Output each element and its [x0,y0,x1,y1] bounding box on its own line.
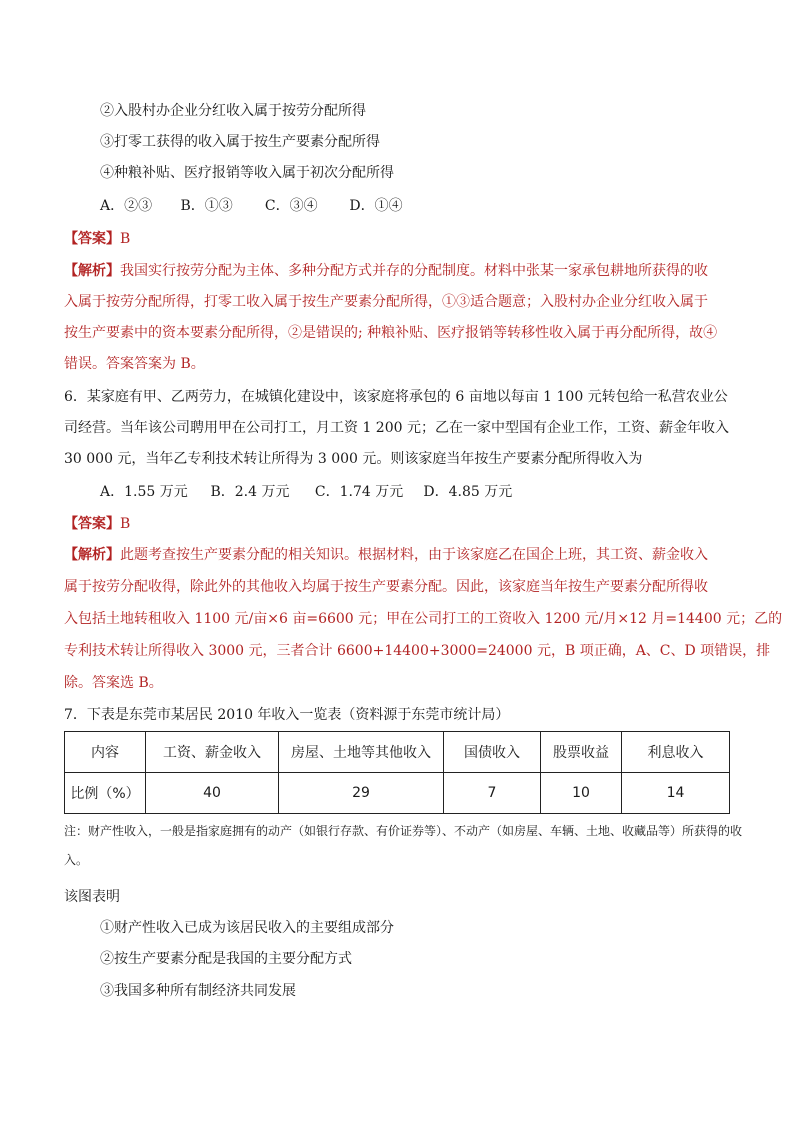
q6-choices-row [100,482,512,502]
q6-analysis-line-3: 入包括土地转租收入 1100 元/亩×6 亩=6600 元；甲在公司打工的工资收入 1200 元/月×12 月=14400 元；乙的 [64,611,783,627]
table-header-cell: 工资、薪金收入 [146,732,279,773]
q6-answer-block [64,514,130,534]
analysis-text: 我国实行按劳分配为主体、多种分配方式并存的分配制度。材料中张某一家承包耕地所获得的收 [120,263,708,279]
choice-b: B．①③ [180,198,233,214]
q7-item-3: ③我国多种所有制经济共同发展 [100,983,296,999]
q7-shows: 该图表明 [64,889,120,905]
answer-value: B [120,231,131,247]
analysis-line-2: 入属于按劳分配所得，打零工收入属于按生产要素分配所得，①③适合题意；入股村办企业分红收入属于 [64,294,708,310]
table-header-cell: 国债收入 [444,732,541,773]
q6-line-2: 司经营。当年该公司聘用甲在公司打工，月工资 1 200 元；乙在一家中型国有企业工作，工资、薪金年收入 [64,420,729,436]
q6-choice-b: B．2.4 万元 [210,484,290,500]
q6-analysis-line-2: 属于按劳分配收得，除此外的其他收入均属于按生产要素分配。因此，该家庭当年按生产要素分配所得收 [64,579,708,595]
table-header-cell: 房屋、土地等其他收入 [279,732,444,773]
q6-analysis-text: 此题考查按生产要素分配的相关知识。根据材料，由于该家庭乙在国企上班，其工资、薪金收入 [120,547,708,563]
table-cell: 14 [622,773,730,814]
answer-block [64,229,130,249]
q6-analysis-line-5: 除。答案选 B。 [64,675,163,691]
q7-item-2: ②按生产要素分配是我国的主要分配方式 [100,951,352,967]
q6-analysis-line-1 [64,545,708,565]
choices-row [100,196,403,216]
option-4: ④种粮补贴、医疗报销等收入属于初次分配所得 [100,165,394,181]
option-2: ②入股村办企业分红收入属于按劳分配所得 [100,103,366,119]
table-header-cell: 利息收入 [622,732,730,773]
answer-label: 【答案】 [64,231,120,247]
choice-d: D．①④ [349,198,403,214]
analysis-label: 【解析】 [64,263,120,279]
q6-choice-a: A．1.55 万元 [100,484,188,500]
q6-line-3: 30 000 元，当年乙专利技术转让所得为 3 000 元。则该家庭当年按生产要素分配所得收入为 [64,451,643,467]
q7-item-1: ①财产性收入已成为该居民收入的主要组成部分 [100,920,394,936]
q6-analysis-line-4: 专利技术转让所得收入 3000 元，三者合计 6600+14400+3000=24000 元，B 项正确，A、C、D 项错误，排 [64,643,771,659]
q6-line-1: 6．某家庭有甲、乙两劳力，在城镇化建设中，该家庭将承包的 6 亩地以每亩 1 100 元转包给一私营农业公 [64,389,728,405]
table-cell: 10 [541,773,622,814]
table-cell: 29 [279,773,444,814]
analysis-line-4: 错误。答案答案为 B。 [64,356,205,372]
table-cell: 比例（%） [65,773,146,814]
table-cell: 40 [146,773,279,814]
income-table [64,731,730,814]
table-row [65,773,730,814]
analysis-line-1 [64,261,708,281]
choice-a: A．②③ [100,198,153,214]
table-header-row [65,732,730,773]
analysis-line-3: 按生产要素中的资本要素分配所得，②是错误的; 种粮补贴、医疗报销等转移性收入属于再分配所得，故④ [64,325,718,341]
q6-analysis-label: 【解析】 [64,547,120,563]
table-header-cell: 内容 [65,732,146,773]
q6-answer-label: 【答案】 [64,516,120,532]
q7-stem: 7．下表是东莞市某居民 2010 年收入一览表（资料源于东莞市统计局） [64,707,510,723]
table-header-cell: 股票收益 [541,732,622,773]
q6-choice-c: C．1.74 万元 [314,484,404,500]
choice-c: C．③④ [264,198,318,214]
q6-answer-value: B [120,516,131,532]
table-note: 注：财产性收入，一般是指家庭拥有的动产（如银行存款、有价证券等）、不动产（如房屋、车辆、土地、收藏品等）所获得的收入。 [64,824,743,867]
option-3: ③打零工获得的收入属于按生产要素分配所得 [100,134,380,150]
q6-choice-d: D．4.85 万元 [423,484,513,500]
table-cell: 7 [444,773,541,814]
